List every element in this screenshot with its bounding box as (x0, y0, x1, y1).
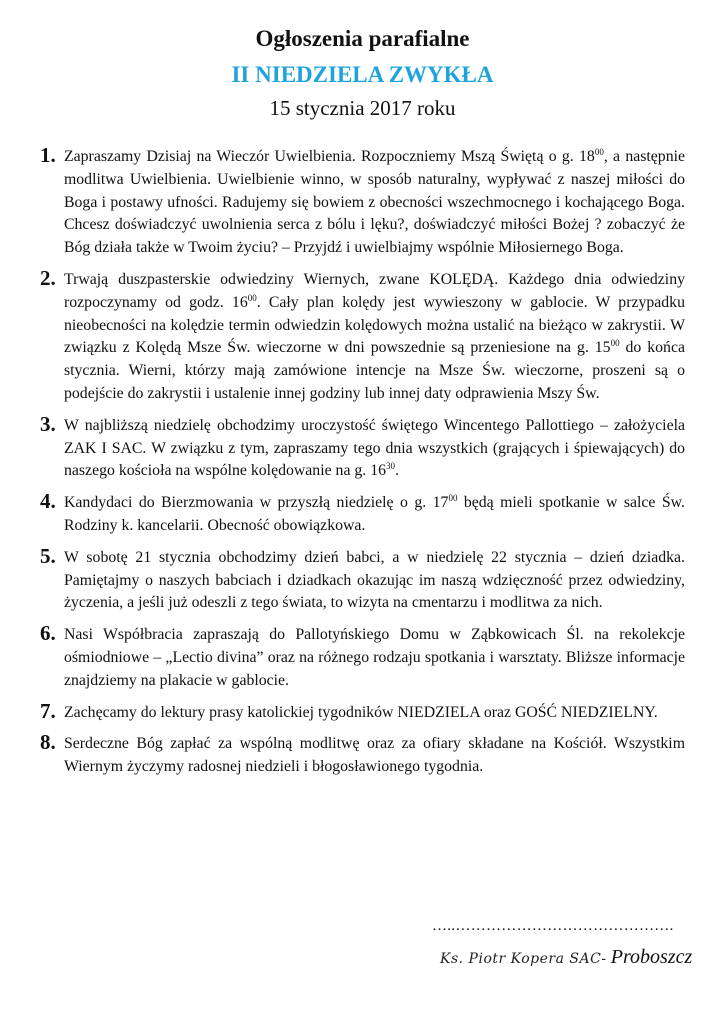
announcement-text (64, 704, 658, 721)
announcement-item (40, 489, 685, 538)
announcement-item (40, 543, 685, 615)
announcement-text (64, 494, 685, 534)
text-segment: Nasi Współbracia zapraszają do Pallotyńskiego Domu w Ząbkowicach Śl. na rekolekcje ośmiodniowe – „Lectio divina” oraz na różnego rodzaju spotkania i warsztaty. Bliższe informacje znajdziemy na plakacie w gablocie. (64, 626, 685, 689)
signature-name: Ks. Piotr Kopera SAC (440, 951, 602, 967)
text-segment: Serdeczne Bóg zapłać za wspólną modlitwę oraz za ofiary składane na Kościół. Wszystkim Wiernym życzymy radosnej niedzieli i błogosławionego tygodnia. (64, 735, 685, 776)
text-segment: , a następnie modlitwa Uwielbienia. Uwielbienie winno, w sposób naturalny, wypływać z naszej miłości do Boga i postawy ufności. Radujemy się bowiem z obecności wszechmocnego i kochającego Boga. Chcesz doświadczyć uwolnienia serca z bólu i lęku?, doświadczyć miłości Bożej ? zobaczyć że Bóg działa także w Twoim życiu? – Przyjdź i uwielbiajmy wspólnie Miłosiernego Boga. (64, 148, 685, 257)
text-segment: Zapraszamy Dzisiaj na Wieczór Uwielbienia. Rozpoczniemy Mszą Świętą o g. 18 (64, 148, 595, 165)
text-segment: będą mieli spotkanie w salce Św. Rodziny k. kancelarii. Obecność obowiązkowa. (64, 494, 685, 534)
signature (440, 946, 692, 969)
time-minutes: 30 (386, 461, 395, 472)
announcement-item (40, 143, 685, 260)
announcement-text (64, 148, 685, 256)
announcement-date: 15 stycznia 2017 roku (269, 96, 456, 120)
text-segment: Trwają duszpasterskie odwiedziny Wiernych, zwane KOLĘDĄ. Każdego dnia odwiedziny rozpoczynamy od godz. 16 (64, 270, 685, 311)
sunday-name: II NIEDZIELA ZWYKŁA (231, 62, 494, 87)
announcement-number: 2. (40, 265, 56, 290)
text-segment: W sobotę 21 stycznia obchodzimy dzień babci, a w niedzielę 22 stycznia – dzień dziadka. Pamiętajmy o naszych babciach i dziadkach okazując im naszą wdzięczność przez odwiedziny, życzenia, a jeśli już odeszli z tego świata, to wizyta na cmentarzu i modlitwa za nich. (64, 548, 685, 612)
announcement-text (64, 735, 685, 775)
time-minutes: 00 (610, 338, 620, 349)
announcement-text (64, 417, 685, 480)
announcement-item (40, 730, 685, 779)
announcement-number: 3. (40, 411, 56, 436)
announcement-text (64, 626, 685, 689)
announcement-item (40, 265, 685, 406)
announcement-number: 6. (40, 621, 56, 646)
announcement-item (40, 411, 685, 483)
announcement-list (40, 143, 685, 788)
announcement-number: 5. (40, 543, 56, 568)
announcement-number: 7. (40, 698, 56, 723)
signature-separator: - (601, 951, 607, 967)
announcement-number: 1. (40, 143, 56, 167)
text-segment: . (395, 462, 399, 480)
announcement-number: 4. (40, 489, 56, 514)
signature-title: Proboszcz (610, 946, 693, 968)
signature-line: …..……………………………………. (432, 918, 674, 934)
text-segment: do końca stycznia. Wierni, którzy mają zamówione intencje na Msze Św. wieczorne, proszeni są o podejście do zakrystii i ustalenie innej godziny lub innej daty odprawienia Mszy Św. (64, 339, 685, 402)
announcement-text (64, 549, 685, 612)
page-title: Ogłoszenia parafialne (255, 26, 470, 51)
text-segment: W najbliższą niedzielę obchodzimy uroczystość świętego Wincentego Pallottiego – założyciela ZAK I SAC. W związku z tym, zapraszamy tego dnia wszystkich (grających i śpiewających) do naszego kościoła na wspólne kolędowanie na g. 16 (64, 416, 685, 480)
announcement-number: 8. (40, 730, 56, 755)
announcement-text (64, 271, 685, 402)
text-segment: Zachęcamy do lektury prasy katolickiej tygodników NIEDZIELA oraz GOŚĆ NIEDZIELNY. (64, 703, 658, 721)
time-minutes: 00 (448, 493, 458, 504)
announcement-item (40, 698, 685, 725)
announcement-item (40, 621, 685, 692)
text-segment: . Cały plan kolędy jest wywieszony w gablocie. W przypadku nieobecności na kolędzie termin odwiedzin kolędowych można ustalić na bieżąco w zakrystii. W związku z Kolędą Msze Św. wieczorne w dni powszednie są przeniesione na g. 15 (64, 293, 685, 357)
time-minutes: 00 (594, 147, 604, 157)
text-segment: Kandydaci do Bierzmowania w przyszłą niedzielę o g. 17 (64, 494, 449, 512)
time-minutes: 00 (247, 292, 257, 303)
